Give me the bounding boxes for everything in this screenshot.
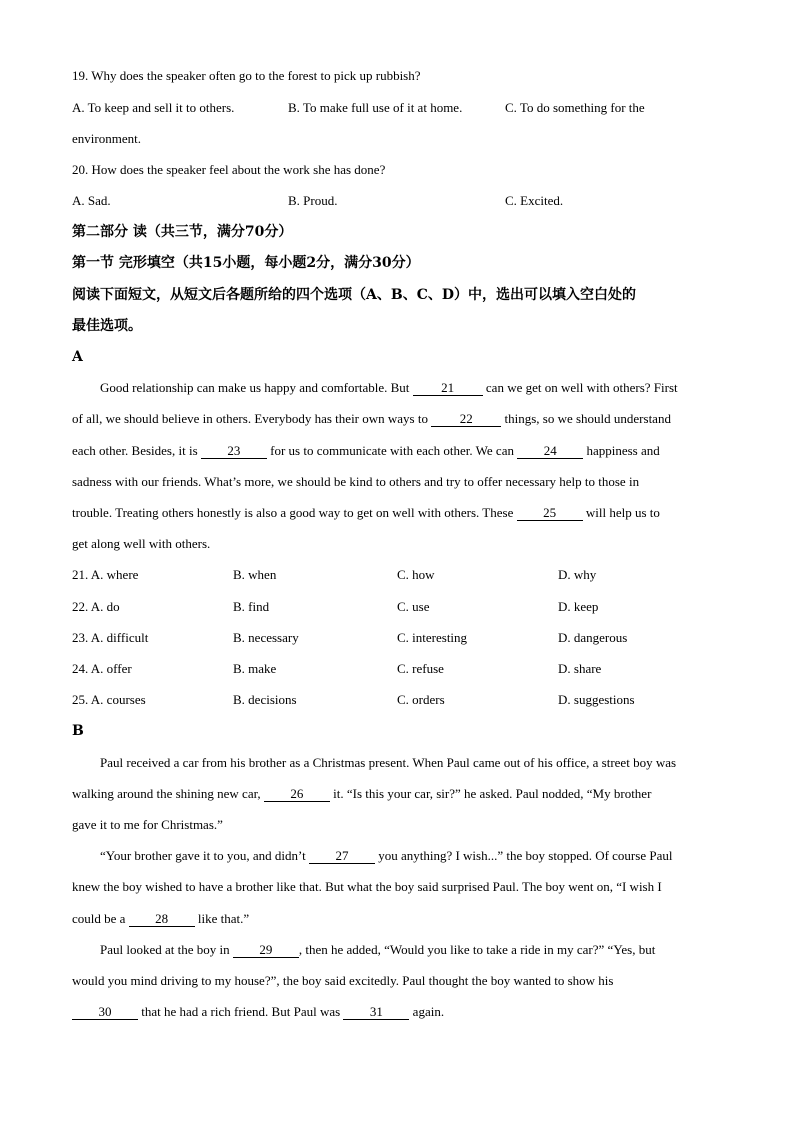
blank-27: 27: [309, 849, 375, 864]
blank-21: 21: [413, 381, 483, 396]
passage-b-p1-line-2: walking around the shining new car, 26 it. “Is this your car, sir?” he asked. Paul nodded, “My brother: [72, 786, 652, 801]
option-23-d: D. dangerous: [558, 630, 628, 645]
q20-option-c: C. Excited.: [505, 193, 564, 208]
passage-a-label: A: [72, 349, 83, 365]
blank-25: 25: [517, 506, 583, 521]
passage-b-label: B: [72, 723, 84, 739]
passage-a-line-3: each other. Besides, it is 23 for us to communicate with each other. We can 24 happiness and: [72, 443, 660, 458]
option-22-b: B. find: [233, 599, 270, 614]
q20-option-a: A. Sad.: [72, 193, 111, 208]
blank-28: 28: [129, 912, 195, 927]
q19-option-b: B. To make full use of it at home.: [288, 100, 463, 115]
passage-b-p2-line-3: could be a 28 like that.”: [72, 911, 250, 926]
q19-option-c: C. To do something for the: [505, 100, 645, 115]
option-21-c: C. how: [397, 567, 435, 582]
option-22-a: 22. A. do: [72, 599, 120, 614]
passage-a-line-5: trouble. Treating others honestly is also a good way to get on well with others. These 25 will help us to: [72, 505, 660, 520]
instruction-line-2: 最佳选项。: [72, 318, 142, 334]
option-25-a: 25. A. courses: [72, 692, 146, 707]
option-22-c: C. use: [397, 599, 430, 614]
passage-b-p1-line-3: gave it to me for Christmas.”: [72, 817, 223, 832]
option-23-a: 23. A. difficult: [72, 630, 149, 645]
question-20: 20. How does the speaker feel about the work she has done?: [72, 162, 386, 177]
blank-29: 29: [233, 943, 299, 958]
passage-a-line-6: get along well with others.: [72, 536, 211, 551]
blank-22: 22: [431, 412, 501, 427]
option-24-d: D. share: [558, 661, 602, 676]
option-22-d: D. keep: [558, 599, 599, 614]
q19-option-c-continued: environment.: [72, 131, 141, 146]
passage-a-line-4: sadness with our friends. What’s more, we should be kind to others and try to offer necessary help to those in: [72, 474, 640, 489]
option-24-b: B. make: [233, 661, 277, 676]
blank-30: 30: [72, 1005, 138, 1020]
q20-option-b: B. Proud.: [288, 193, 338, 208]
part-two-title: 第二部分 读（共三节，满分70分）: [72, 224, 293, 240]
passage-b-p3-line-1: Paul looked at the boy in 29 , then he added, “Would you like to take a ride in my car?” “Yes, but: [100, 942, 656, 957]
option-25-d: D. suggestions: [558, 692, 635, 707]
option-21-d: D. why: [558, 567, 597, 582]
option-25-b: B. decisions: [233, 692, 297, 707]
passage-a-line-2: of all, we should believe in others. Everybody has their own ways to 22 things, so we should understand: [72, 411, 671, 426]
option-21-b: B. when: [233, 567, 277, 582]
q19-option-a: A. To keep and sell it to others.: [72, 100, 235, 115]
blank-23: 23: [201, 444, 267, 459]
option-25-c: C. orders: [397, 692, 445, 707]
instruction-line-1: 阅读下面短文，从短文后各题所给的四个选项（A、B、C、D）中，选出可以填入空白处的: [72, 287, 636, 303]
option-24-a: 24. A. offer: [72, 661, 132, 676]
blank-31: 31: [343, 1005, 409, 1020]
passage-b-p2-line-2: knew the boy wished to have a brother like that. But what the boy said surprised Paul. The boy went on, “I wish I: [72, 879, 662, 894]
option-21-a: 21. A. where: [72, 567, 139, 582]
option-23-c: C. interesting: [397, 630, 468, 645]
blank-24: 24: [517, 444, 583, 459]
passage-b-p3-line-3: 30 that he had a rich friend. But Paul was 31 again.: [72, 1004, 444, 1020]
passage-b-p3-line-2: would you mind driving to my house?”, the boy said excitedly. Paul thought the boy wanted to show his: [72, 973, 614, 988]
option-23-b: B. necessary: [233, 630, 299, 645]
passage-b-p2-line-1: “Your brother gave it to you, and didn’t 27 you anything? I wish...” the boy stopped. Of course Paul: [100, 848, 673, 863]
section-one-title: 第一节 完形填空（共15小题，每小题2分，满分30分）: [72, 255, 420, 271]
passage-a-line-1: Good relationship can make us happy and comfortable. But 21 can we get on well with others? First: [100, 380, 678, 395]
question-19: 19. Why does the speaker often go to the forest to pick up rubbish?: [72, 68, 421, 83]
option-24-c: C. refuse: [397, 661, 444, 676]
blank-26: 26: [264, 787, 330, 802]
passage-b-p1-line-1: Paul received a car from his brother as a Christmas present. When Paul came out of his office, a street boy was: [100, 755, 677, 770]
